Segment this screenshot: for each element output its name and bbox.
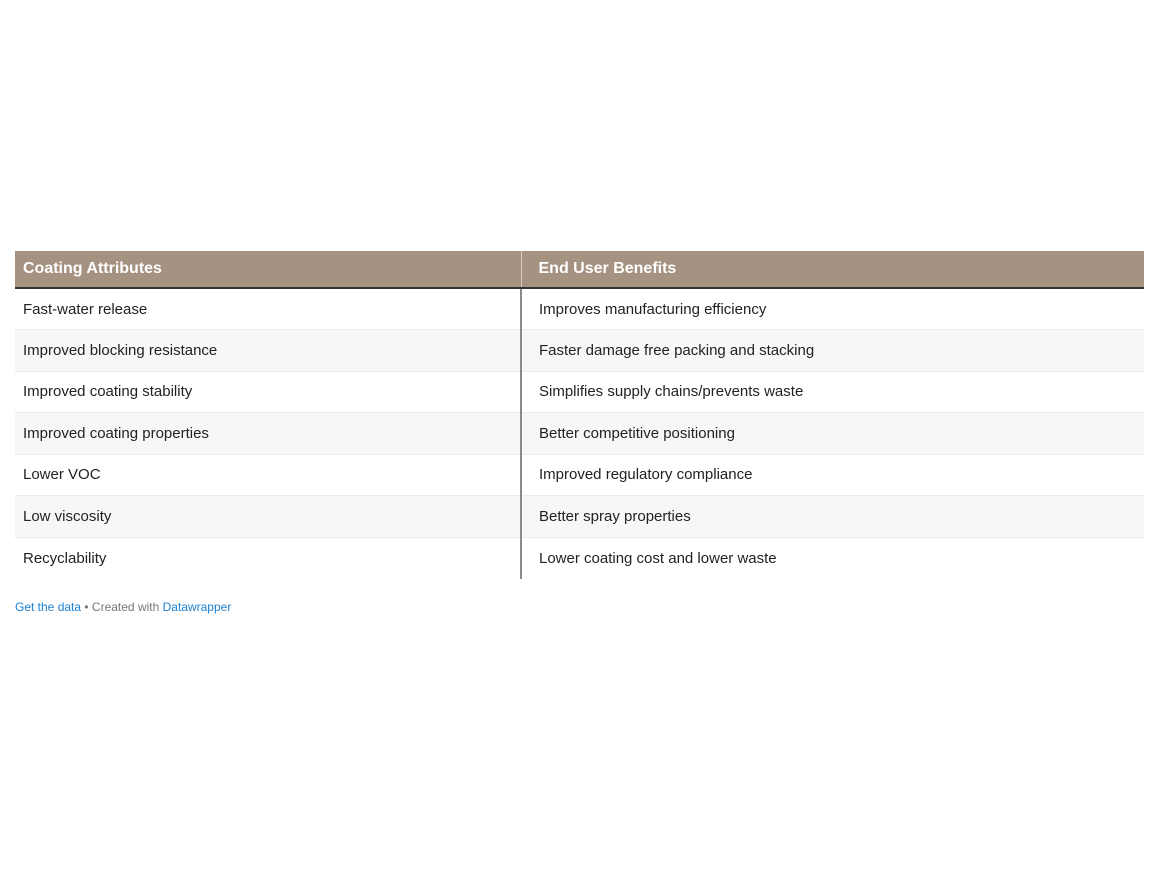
table-row [15, 537, 1144, 579]
table-row [15, 496, 1144, 538]
table-cell-attribute: Low viscosity [15, 496, 521, 538]
table-cell-attribute: Improved blocking resistance [15, 330, 521, 372]
table-cell-benefit: Lower coating cost and lower waste [521, 537, 1144, 579]
footer-separator-text: • Created with [81, 600, 163, 614]
table-header-row [15, 251, 1144, 288]
chart-footer [15, 600, 231, 614]
table-cell-benefit: Faster damage free packing and stacking [521, 330, 1144, 372]
table-body [15, 288, 1144, 579]
column-header-end-user-benefits[interactable]: End User Benefits [521, 251, 1144, 288]
column-header-coating-attributes[interactable]: Coating Attributes [15, 251, 521, 288]
table-cell-benefit: Simplifies supply chains/prevents waste [521, 371, 1144, 413]
datawrapper-link[interactable]: Datawrapper [162, 600, 232, 614]
table-cell-attribute: Recyclability [23, 549, 107, 567]
get-the-data-link[interactable]: Get the data [15, 600, 82, 614]
table-row [15, 330, 1144, 372]
table-row [15, 454, 1144, 496]
table-row [15, 371, 1144, 413]
table-cell-benefit: Improved regulatory compliance [521, 454, 1144, 496]
table-cell-benefit: Better spray properties [521, 496, 1144, 538]
table-row [15, 413, 1144, 455]
table-cell-benefit: Better competitive positioning [521, 413, 1144, 455]
table-cell-benefit: Improves manufacturing efficiency [521, 288, 1144, 330]
table-cell-attribute: Fast-water release [15, 288, 521, 330]
data-table-chart [15, 251, 1144, 579]
table-row [15, 288, 1144, 330]
table-cell-attribute: Lower VOC [15, 454, 521, 496]
table-cell-attribute: Improved coating stability [15, 371, 521, 413]
table-cell-attribute: Improved coating properties [15, 413, 521, 455]
data-table [15, 251, 1144, 579]
